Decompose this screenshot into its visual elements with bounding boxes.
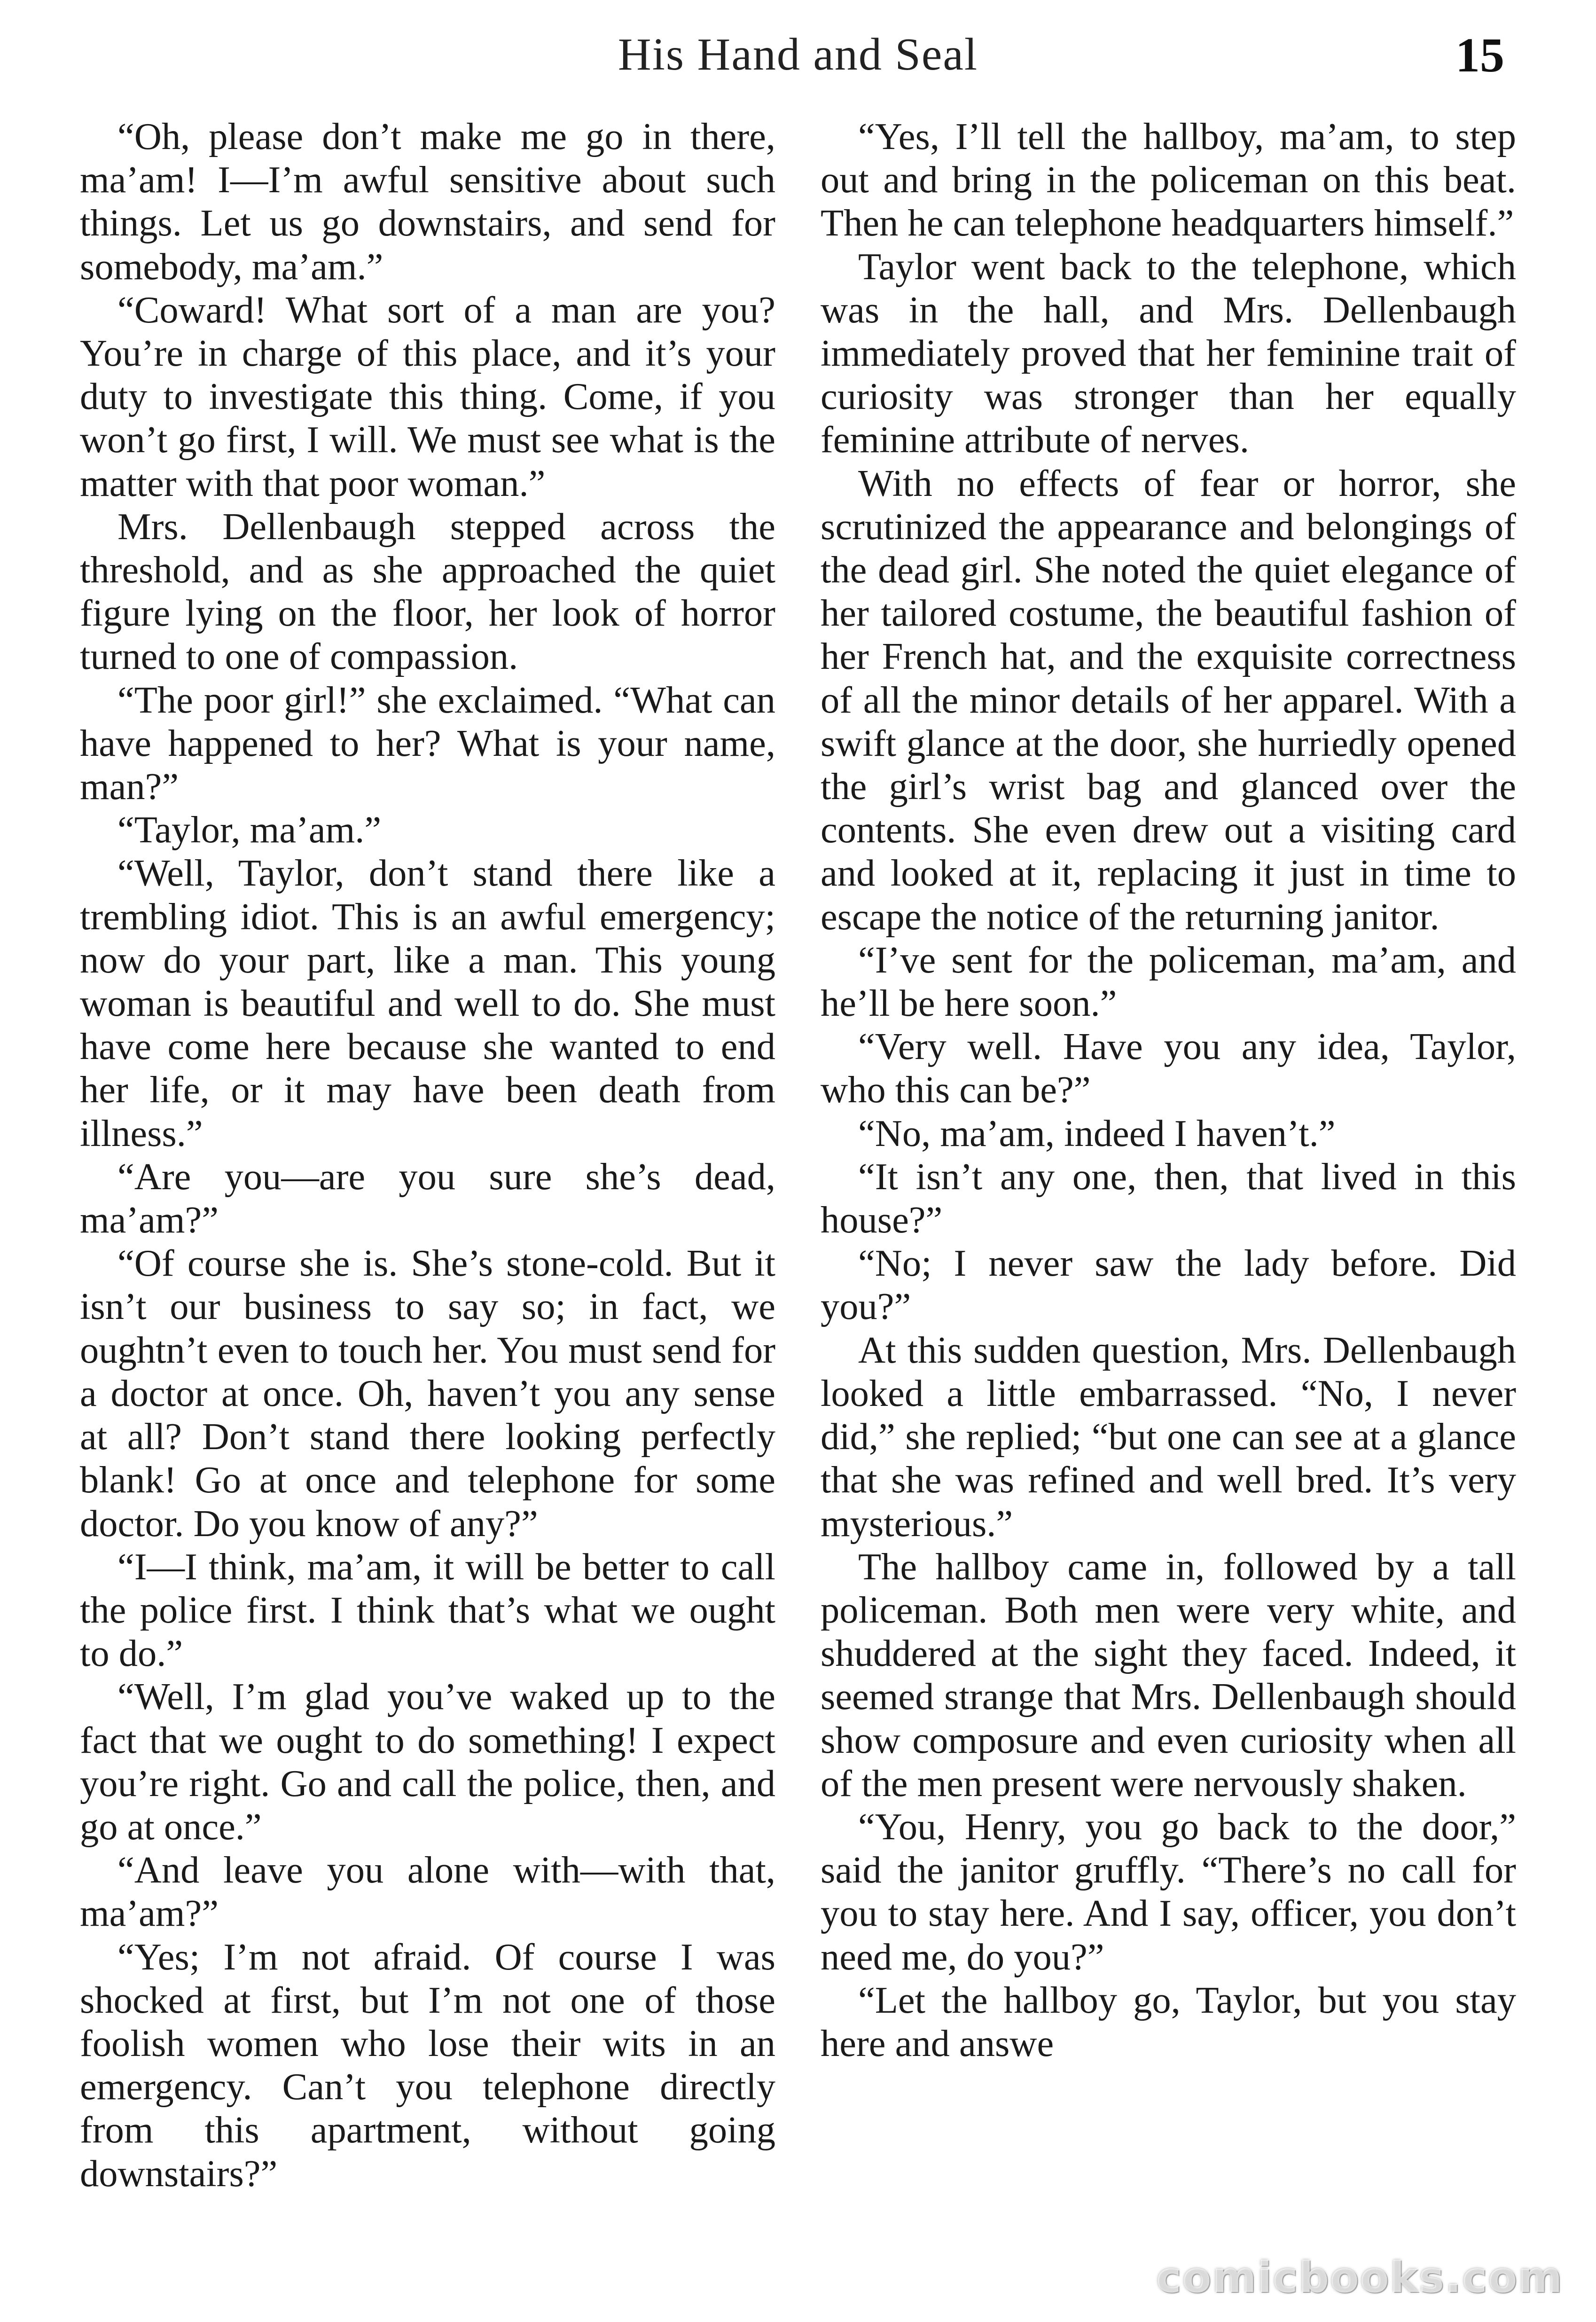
- left-column: [80, 115, 775, 2287]
- paragraph: “It isn’t any one, then, that lived in this house?”: [821, 1155, 1516, 1241]
- paragraph: Mrs. Dellenbaugh stepped across the threshold, and as she approached the quiet figure lying on the floor, her look of horror turned to one of compassion.: [80, 505, 775, 678]
- paragraph: At this sudden question, Mrs. Dellenbaugh looked a little embarrassed. “No, I never did,” she replied; “but one can see at a glance that she was refined and well bred. It’s very mysterious.”: [821, 1329, 1516, 1545]
- paragraph: “No; I never saw the lady before. Did you?”: [821, 1242, 1516, 1328]
- paragraph: With no effects of fear or horror, she scrutinized the appearance and belongings of the dead girl. She noted the quiet elegance of her tailored costume, the beautiful fashion of her French hat, and the exquisite correctness of all the minor details of her apparel. With a swift glance at the door, she hurriedly opened the girl’s wrist bag and glanced over the contents. She even drew out a visiting card and looked at it, replacing it just in time to escape the notice of the returning janitor.: [821, 462, 1516, 938]
- paragraph: “No, ma’am, indeed I haven’t.”: [858, 1112, 1336, 1154]
- paragraph: “Yes; I’m not afraid. Of course I was shocked at first, but I’m not one of those foolish women who lose their wits in an emergency. Can’t you telephone directly from this apartment, without going downstairs?”: [80, 1936, 775, 2195]
- text-columns: [80, 115, 1516, 2287]
- paragraph: The hallboy came in, followed by a tall policeman. Both men were very white, and shuddered at the sight they faced. Indeed, it seemed strange that Mrs. Dellenbaugh should show composure and even curiosity when all of the men present were nervously shaken.: [821, 1545, 1516, 1804]
- paragraph: “Of course she is. She’s stone-cold. But it isn’t our business to say so; in fact, we oughtn’t even to touch her. You must send for a doctor at once. Oh, haven’t you any sense at all? Don’t stand there looking perfectly blank! Go at once and telephone for some doctor. Do you know of any?”: [80, 1242, 775, 1545]
- site-watermark: comicbooks.com: [1156, 2253, 1563, 2302]
- running-title: His Hand and Seal: [618, 29, 978, 80]
- paragraph: “Well, I’m glad you’ve waked up to the fact that we ought to do something! I expect you’re right. Go and call the police, then, and go at once.”: [80, 1676, 775, 1848]
- paragraph: “Yes, I’ll tell the hallboy, ma’am, to step out and bring in the policeman on this beat. Then he can telephone headquarters himself.”: [821, 116, 1516, 244]
- paragraph: “Very well. Have you any idea, Taylor, who this can be?”: [821, 1026, 1516, 1111]
- page-header: [0, 19, 1596, 94]
- paragraph: “Well, Taylor, don’t stand there like a trembling idiot. This is an awful emergency; now do your part, like a man. This young woman is beautiful and well to do. She must have come here because she wanted to end her life, or it may have been death from illness.”: [80, 852, 775, 1154]
- paragraph: “I’ve sent for the policeman, ma’am, and he’ll be here soon.”: [821, 939, 1516, 1025]
- paragraph: Taylor went back to the telephone, which was in the hall, and Mrs. Dellenbaugh immediately proved that her feminine trait of curiosity was stronger than her equally feminine attribute of nerves.: [821, 245, 1516, 461]
- paragraph: “And leave you alone with—with that, ma’am?”: [80, 1849, 775, 1935]
- page-number: 15: [1455, 28, 1504, 82]
- paragraph: “Let the hallboy go, Taylor, but you stay here and answe: [821, 1979, 1516, 2064]
- paragraph: “Are you—are you sure she’s dead, ma’am?”: [80, 1155, 775, 1241]
- paragraph: “You, Henry, you go back to the door,” said the janitor gruffly. “There’s no call for you to stay here. And I say, officer, you don’t need me, do you?”: [821, 1805, 1516, 1978]
- paragraph: “Oh, please don’t make me go in there, ma’am! I—I’m awful sensitive about such things. Let us go downstairs, and send for somebody, ma’am.”: [80, 116, 775, 288]
- paragraph: “Taylor, ma’am.”: [117, 809, 382, 851]
- paragraph: “I—I think, ma’am, it will be better to call the police first. I think that’s what we ought to do.”: [80, 1545, 775, 1675]
- paragraph: “The poor girl!” she exclaimed. “What can have happened to her? What is your name, man?”: [80, 679, 775, 808]
- paragraph: “Coward! What sort of a man are you? You’re in charge of this place, and it’s your duty to investigate this thing. Come, if you won’t go first, I will. We must see what is the matter with that poor woman.”: [80, 289, 775, 504]
- right-column: [821, 115, 1516, 2287]
